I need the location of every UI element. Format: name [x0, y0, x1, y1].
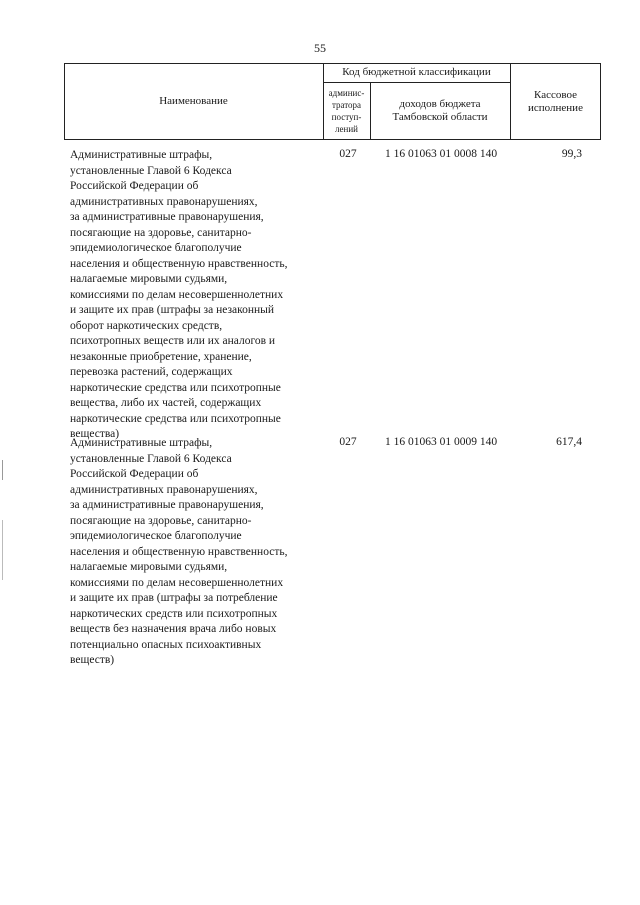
header-income: доходов бюджета Тамбовской области [392, 98, 488, 123]
header-name: Наименование [159, 95, 228, 107]
row-amount: 617,4 [556, 436, 582, 448]
scan-mark [2, 520, 3, 580]
row-admin-code: 027 [339, 436, 357, 448]
row-income-code: 1 16 01063 01 0008 140 [384, 148, 498, 160]
row-admin-code: 027 [339, 148, 357, 160]
header-admin: админис- тратора поступ- лений [328, 88, 365, 134]
header-execution: Кассовое исполнение [528, 88, 583, 114]
scan-mark [2, 460, 3, 480]
row-income-code: 1 16 01063 01 0009 140 [384, 436, 498, 448]
row-name: Административные штрафы, установленные Главой 6 Кодекса Российской Федерации об административных правонарушениях, за административные правонарушения, посягающие на здоровье, санитарно- эпидемиологическое благополучие населения и общественную нравственность, налагаемые мировыми судьями, комиссиями по делам несовершеннолетних и защите их прав (штрафы за потребление наркотических средств или психотропных веществ без назначения врача либо новых потенциально опасных психоактивных веществ) [70, 437, 288, 666]
row-amount: 99,3 [561, 148, 582, 160]
page-number: 55 [314, 41, 326, 55]
row-name: Административные штрафы, установленные Главой 6 Кодекса Российской Федерации об административных правонарушениях, за административные правонарушения, посягающие на здоровье, санитарно- эпидемиологическое благополучие населения и общественную нравственность, налагаемые мировыми судьями, комиссиями по делам несовершеннолетних и защите их прав (штрафы за незаконный оборот наркотических средств, психотропных веществ или их аналогов и незаконные приобретение, хранение, перевозка растений, содержащих наркотические средства или психотропные вещества, либо их частей, содержащих наркотические средства или психотропные вещества) [70, 149, 288, 440]
header-budget-code-group: Код бюджетной классификации [342, 66, 491, 78]
